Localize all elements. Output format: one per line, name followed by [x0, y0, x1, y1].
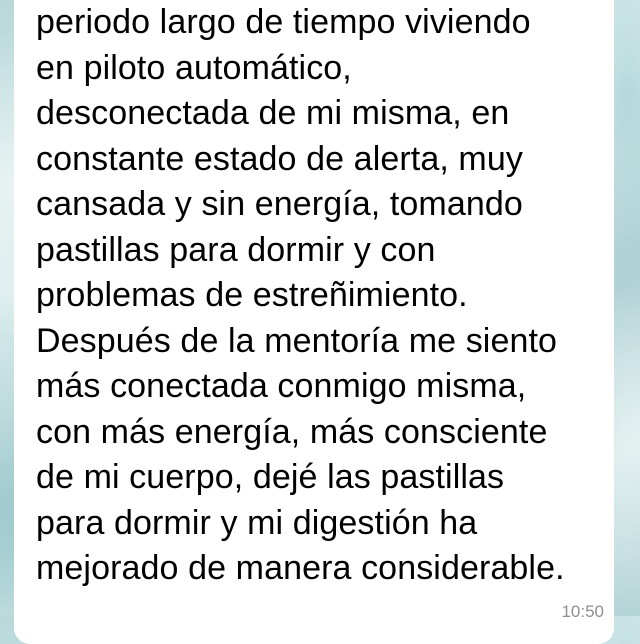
- message-line: cansada y sin energía, tomando: [36, 185, 523, 223]
- message-bubble[interactable]: [14, 0, 614, 644]
- message-line: problemas de estreñimiento.: [36, 276, 468, 314]
- message-line: Después de la mentoría me siento: [36, 321, 558, 360]
- message-text: [36, 0, 614, 592]
- message-line: constante estado de alerta, muy: [36, 139, 523, 178]
- message-line: mejorado de manera considerable.: [36, 549, 565, 587]
- message-line: pastillas para dormir y con: [36, 230, 436, 269]
- message-line: en piloto automático,: [36, 48, 352, 87]
- message-line: periodo largo de tiempo viviendo: [36, 3, 531, 41]
- message-line: más conectada conmigo misma,: [36, 367, 527, 405]
- message-line: desconectada de mi misma, en: [36, 94, 510, 132]
- message-line: de mi cuerpo, dejé las pastillas: [36, 458, 505, 496]
- message-line: con más energía, más consciente: [36, 412, 548, 451]
- message-timestamp: 10:50: [561, 602, 604, 621]
- message-line: para dormir y mi digestión ha: [36, 503, 478, 542]
